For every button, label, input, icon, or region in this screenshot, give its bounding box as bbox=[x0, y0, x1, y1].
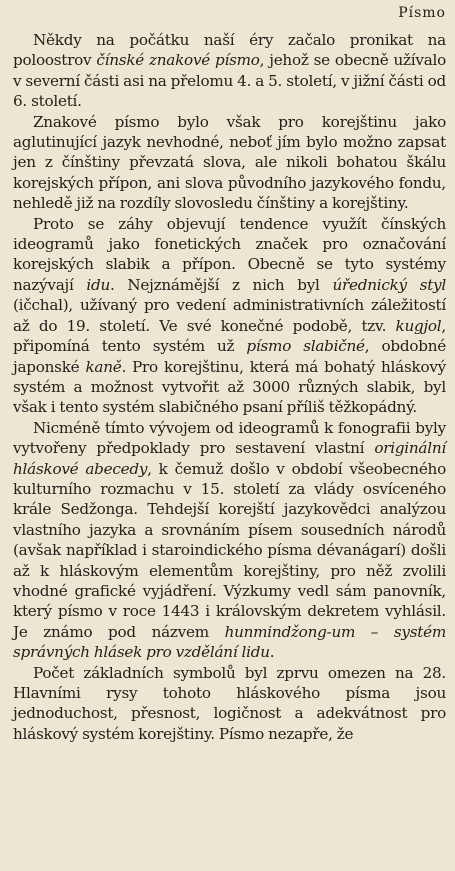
text-run: (ičchal), užívaný pro vedení administrativních záležitostí až do 19. století. Ve své konečné podobě, tzv. bbox=[13, 296, 446, 335]
paragraph bbox=[13, 30, 446, 112]
text-run: Někdy na počátku naší éry začalo pronikat na poloostrov bbox=[13, 31, 446, 70]
body-text bbox=[13, 30, 446, 744]
text-run: , připomíná tento systém už bbox=[13, 316, 446, 356]
text-run: , obdobné japonské bbox=[13, 337, 446, 376]
text-run: , k čemuž došlo v období všeobecného kulturního rozmachu v 15. století za vlády osvíceného krále Sedžonga. Tehdejší korejští jazykovědci analýzou vlastního jazyka a srovnáním písem sousedních národů (avšak například i staroindického písma dévanágarí) došli až k hláskovým elementům korejštiny, pro něž zvolili vhodné grafické vyjádření. Výzkumy vedl sám panovník, který písmo v roce 1443 i královským dekretem vyhlásil. Je známo pod názvem bbox=[13, 459, 446, 641]
italic-term: idu bbox=[86, 275, 111, 294]
italic-term: písmo slabičné bbox=[246, 337, 365, 356]
italic-term: kaně bbox=[85, 357, 122, 376]
text-run: , jehož se obecně užívalo v severní části asi na přelomu 4. a 5. století, v jižní části od 6. století. bbox=[13, 51, 446, 111]
italic-term: úřednický styl bbox=[332, 275, 446, 294]
italic-term: hunmindžong-um – systém správných hlásek pro vzdělání lidu bbox=[13, 622, 446, 662]
italic-term: kugjol bbox=[395, 316, 442, 335]
text-run: Proto se záhy objevují tendence využít čínských ideogramů jako fonetických značek pro označování korejských slabik a přípon. Obecně se tyto systémy nazývají bbox=[13, 214, 446, 294]
italic-term: čínské znakové písmo bbox=[96, 51, 260, 70]
paragraph bbox=[13, 663, 446, 745]
text-run: . Nejznámější z nich byl bbox=[110, 275, 333, 294]
paragraph bbox=[13, 214, 446, 418]
italic-term: originální hláskové abecedy bbox=[13, 439, 446, 478]
text-run: Znakové písmo bylo však pro korejštinu jako aglutinující jazyk nevhodné, neboť jím bylo možno zapsat jen z čínštiny převzatá slova, ale nikoli bohatou škálu korejských přípon, ani slova původního jazykového fondu, nehledě již na rozdíly slovosledu čínštiny a korejštiny. bbox=[13, 112, 446, 213]
text-run: Počet základních symbolů byl zprvu omezen na 28. Hlavními rysy tohoto hláskového písma jsou jednoduchost, přesnost, logičnost a adekvátnost pro hláskový systém korejštiny. Písmo nezapře, že bbox=[13, 663, 446, 743]
paragraph bbox=[13, 418, 446, 663]
running-head: Písmo bbox=[398, 5, 446, 21]
text-run: . Pro korejštinu, která má bohatý hláskový systém a možnost vytvořit až 3000 různých slabik, byl však i tento systém slabičného psaní příliš těžkopádný. bbox=[13, 357, 446, 417]
text-run: . bbox=[269, 643, 275, 662]
paragraph bbox=[13, 112, 446, 214]
text-run: Nicméně tímto vývojem od ideogramů k fonografii byly vytvořeny předpoklady pro sestavení vlastní bbox=[13, 418, 446, 458]
